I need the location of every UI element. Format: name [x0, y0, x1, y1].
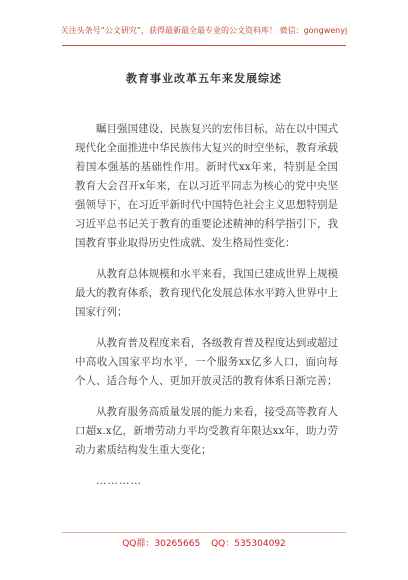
document-title: 教育事业改革五年来发展综述	[126, 72, 282, 85]
qq-group-info	[122, 539, 200, 549]
qq-info	[211, 539, 286, 549]
paragraph: 瞩目强国建设、民族复兴的宏伟目标，站在以中国式现代化全面推进中华民族伟大复兴的时空坐标，教育承载着国本强基的基础性作用。新时代xx年来，特别是全国教育大会召开x年来，在以习近平同志为核心的党中央坚强领导下，在习近平新时代中国特色社会主义思想特别是习近平总书记关于教育的重要论述精神的科学指引下，我国教育事业取得历史性成就、发生格局性变化：	[75, 123, 338, 249]
continuation-ellipsis: …………	[96, 475, 142, 487]
qq-label: QQ：	[211, 539, 235, 549]
paragraph: 从教育普及程度来看，各级教育普及程度达到或超过中高收入国家平均水平，一个服务xx亿多人口，面向每个人、适合每个人、更加开放灵活的教育体系日渐完善；	[75, 337, 338, 387]
paragraph: 从教育服务高质量发展的能力来看，接受高等教育人口超x.x亿，新增劳动力平均受教育年限达xx年，助力劳动力素质结构发生重大变化；	[75, 406, 338, 456]
qq-number: 535304092	[234, 539, 286, 549]
footer-divider	[62, 532, 346, 533]
promo-banner: 关注头条号“公文研究”，获得最新最全最专业的公文资料库！ 微信：gongwenyj	[60, 26, 348, 35]
qq-group-label: QQ群：	[122, 539, 155, 549]
paragraph: 从教育总体规模和水平来看，我国已建成世界上规模最大的教育体系，教育现代化发展总体水平跨入世界中上国家行列；	[75, 268, 338, 318]
qq-group-number: 30265665	[154, 539, 201, 549]
banner-divider	[62, 45, 346, 46]
footer-contact	[0, 536, 408, 549]
document-body	[75, 120, 338, 491]
